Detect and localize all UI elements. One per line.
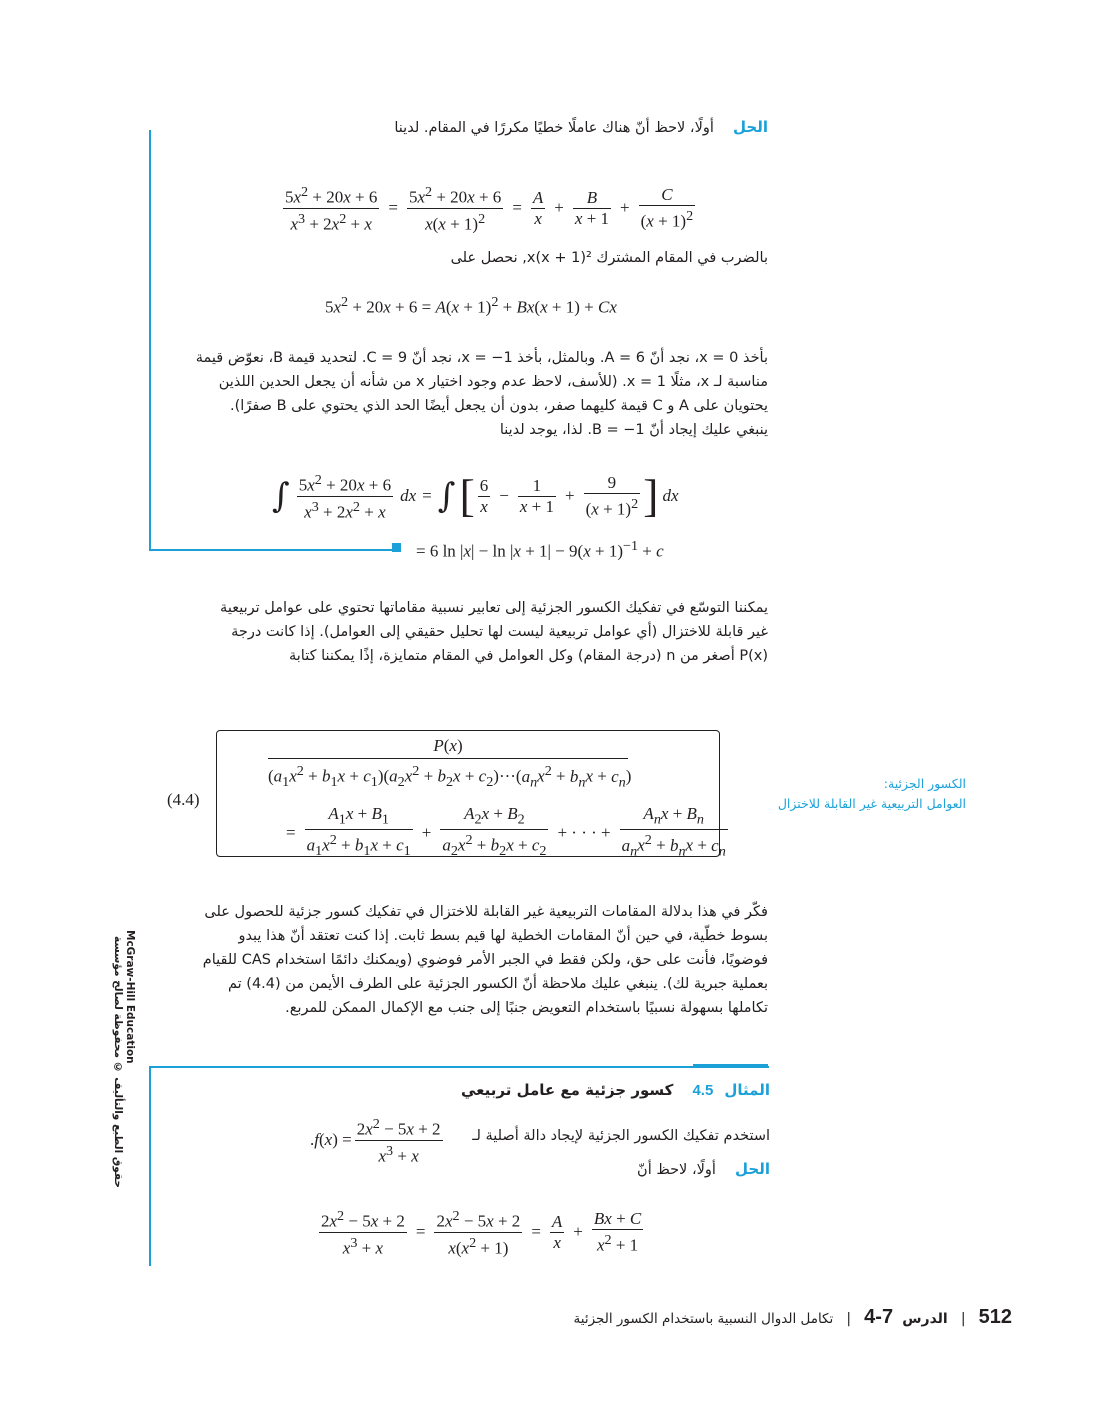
example-heading bbox=[170, 1080, 770, 1099]
example-title: كسور جزئية مع عامل تربيعي bbox=[460, 1081, 674, 1099]
example-label: المثال bbox=[724, 1081, 770, 1099]
example-solution-line bbox=[170, 1158, 770, 1182]
example-decomposition: $\frac{2x^2 - 5x + 2}{x^3 + x}$ = $\frac{2x^2 - 5x + 2}{x(x^2 + 1)}$ = $\frac{A}{x}$ + $\frac{Bx + C}{x^2 + 1}$ bbox=[321, 1208, 642, 1258]
paragraph-line: ينبغي عليك إيجاد أنّ B = −1. لذا، يوجد لدينا bbox=[499, 422, 768, 438]
lesson-number: 7-4 bbox=[864, 1306, 894, 1328]
expanded-equation: $5x^2 + 20x + 6 = A(x + 1)^2 + Bx(x + 1) + Cx$ bbox=[325, 294, 617, 317]
end-of-solution-square bbox=[392, 543, 401, 552]
page-footer: 512 | الدرس 7-4 | تكامل الدوال النسبية باستخدام الكسور الجزئية bbox=[573, 1306, 1012, 1328]
paragraph-line: يمكننا التوسّع في تفكيك الكسور الجزئية إلى تعابير نسبية مقاماتها تحتوي على عوامل تربيعية bbox=[220, 600, 768, 616]
extension-paragraph bbox=[168, 596, 768, 668]
page-number: 512 bbox=[978, 1306, 1012, 1328]
copyright-sidebar bbox=[112, 930, 136, 1250]
paragraph-line: فكّر في هذا بدلالة المقامات التربيعية غير القابلة للاختزال في تفكيك كسور جزئية للحصول على bbox=[204, 904, 768, 920]
solution-section-rule bbox=[149, 130, 151, 550]
solution-intro-line bbox=[128, 116, 768, 140]
margin-note-subtitle: العوامل التربيعية غير القابلة للاختزال bbox=[777, 796, 966, 811]
lesson-title: تكامل الدوال النسبية باستخدام الكسور الجزئية bbox=[573, 1311, 834, 1327]
solution-section-bottom-rule bbox=[149, 549, 399, 551]
paragraph-line: بعملية جبرية لك). ينبغي عليك ملاحظة أنّ الكسور الجزئية على الطرف الأيمن من (4.4) تم bbox=[228, 976, 768, 992]
margin-note-title: الكسور الجزئية: bbox=[883, 776, 966, 791]
equation-number: (4.4) bbox=[167, 790, 200, 809]
formula-top-fraction: P(x) $(a_1x^2 + b_1x + c_1)(a_2x^2 + b_2x + c_2)\cdot\cdot\cdot(a_nx^2 + b_nx + c_n)$ bbox=[268, 736, 632, 791]
solution-intro: أولًا، لاحظ أنّ هناك عاملًا خطيًا مكررًا في المقام. لدينا bbox=[394, 120, 714, 136]
partial-fraction-equation: $\frac{5x^2 + 20x + 6}{x^3 + 2x^2 + x}$ = $\frac{5x^2 + 20x + 6}{x(x + 1)^2}$ = $\frac{A}{x}$ + $\frac{B}{x + 1}$ + $\frac{C}{(x + 1)^2}$ bbox=[285, 184, 694, 234]
paragraph-line: بسوط خطّية، في حين أنّ المقامات الخطية لها قيم بسط ثابت. إذا كنت تعتقد أنّ هذا يبدو bbox=[238, 928, 768, 944]
paragraph-line: بأخذ x = 0، نجد أنّ A = 6. وبالمثل، بأخذ x = −1، نجد أنّ C = 9. لتحديد قيمة B، نعوّض قيمة bbox=[195, 350, 768, 366]
lesson-label: الدرس bbox=[902, 1311, 948, 1327]
paragraph-line: غير قابلة للاختزال (أي عوامل تربيعية ليست لها تحليل حقيقي إلى العوامل). إذا كانت درجة bbox=[231, 624, 768, 640]
paragraph-line: مناسبة لـ x، مثلًا x = 1. (للأسف، لاحظ عدم وجود اختيار x من شأنه أن يجعل الحدين اللذين bbox=[218, 374, 768, 390]
paragraph-line: P(x) أصغر من n (درجة المقام) وكل العوامل في المقام متمايزة، إذًا يمكننا كتابة bbox=[288, 648, 768, 664]
margin-note bbox=[706, 774, 966, 814]
think-paragraph bbox=[168, 900, 768, 1020]
multiply-text: بالضرب في المقام المشترك x(x + 1)², نحصل على bbox=[450, 250, 768, 266]
coefficient-paragraph bbox=[178, 346, 768, 442]
example-top-rule bbox=[149, 1066, 769, 1068]
example-section-rule bbox=[149, 1066, 151, 1266]
example-solution-intro: أولًا، لاحظ أنّ bbox=[637, 1162, 716, 1178]
formula-expansion: = $\frac{A_1x + B_1}{a_1x^2 + b_1x + c_1}$ + $\frac{A_2x + B_2}{a_2x^2 + b_2x + c_2}$ + · · · + $\frac{A_nx + B_n}{a_nx^2 + b_nx + c_n}$ bbox=[286, 804, 726, 860]
integral-result: = 6 $\ln |x| - \ln |x + 1| - 9(x + 1)^{-1} + c$ bbox=[416, 538, 664, 561]
paragraph-line: تكاملها بسهولة نسبيًا باستخدام التعويض جنبًا إلى جنب مع الإكمال الممكن للمربع. bbox=[285, 1000, 768, 1016]
paragraph-line: يحتويان على A و C قيمة كليهما صفر، بدون أن يجعل أيضًا الحد الذي يحتوي على B صفرًا). bbox=[230, 398, 768, 414]
copyright-text: حقوق الطبع والتأليف © محفوظة لصالح مؤسسة bbox=[112, 936, 124, 1188]
solution-label: الحل bbox=[733, 118, 768, 136]
example-function: .f(x) = $\frac{2x^2 - 5x + 2}{x^3 + x}$ bbox=[310, 1116, 441, 1166]
paragraph-line: فوضويًا، فأنت على حق، ولكن فقط في الجبر الأمر فوضوي (ويمكنك دائمًا استخدام CAS للقيام bbox=[202, 952, 768, 968]
publisher-name: McGraw-Hill Education bbox=[124, 930, 136, 1064]
integral-equation: ∫ $\frac{5x^2 + 20x + 6}{x^3 + 2x^2 + x}$ dx = ∫ [ $\frac{6}{x}$ − $\frac{1}{x + 1}$ + $\frac{9}{(x + 1)^2}$ ] dx bbox=[272, 470, 679, 522]
example-number: 4.5 bbox=[692, 1082, 714, 1099]
example-solution-label: الحل bbox=[735, 1160, 770, 1178]
example-prompt: استخدم تفكيك الكسور الجزئية لإيجاد دالة أصلية لـ bbox=[472, 1128, 770, 1144]
